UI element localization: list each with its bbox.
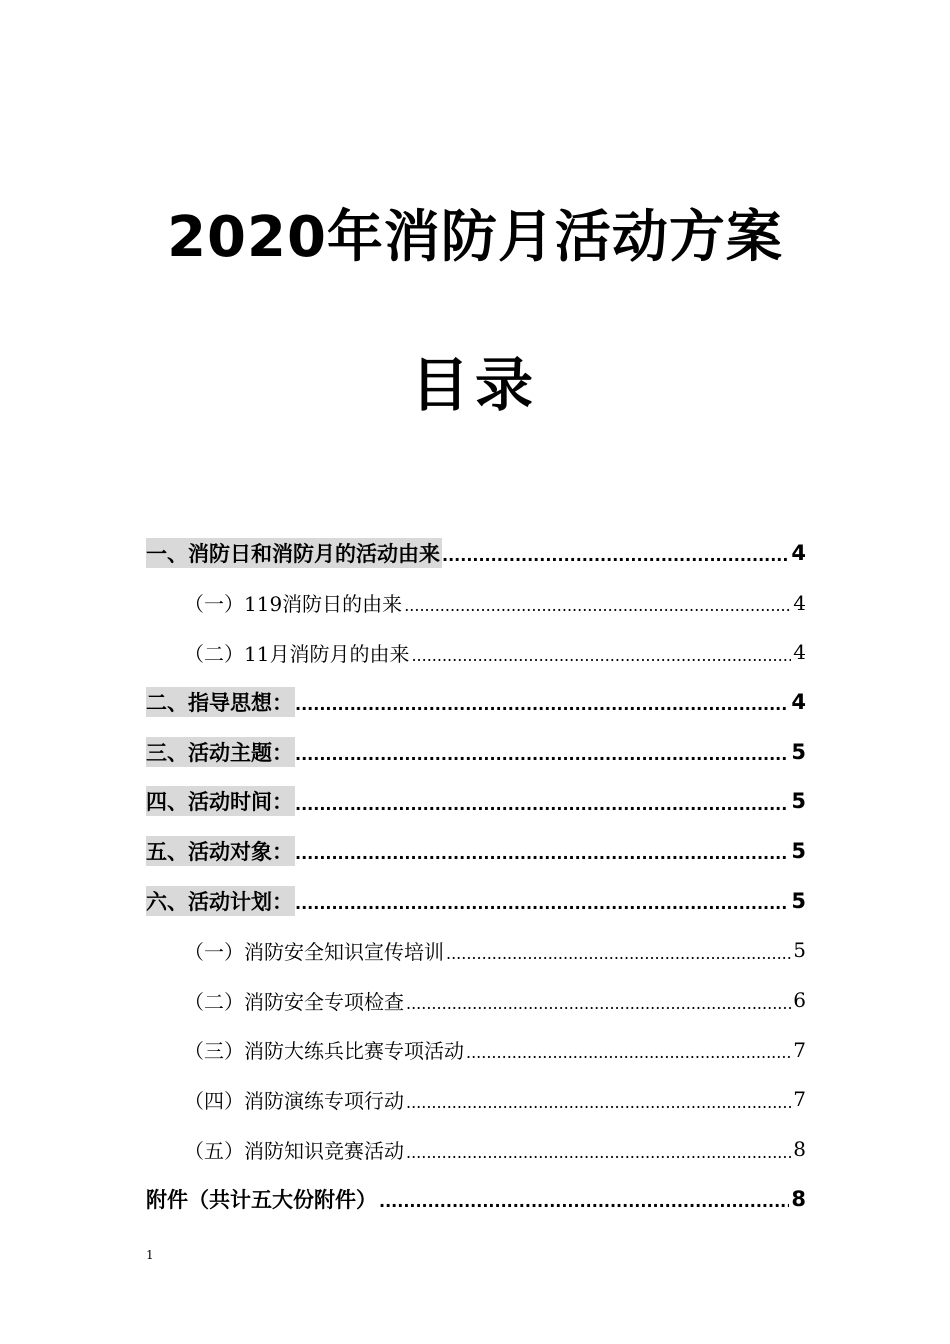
toc-entry-label: 一、消防日和消防月的活动由来	[146, 538, 442, 568]
toc-entry-label: 附件（共计五大份附件）	[146, 1187, 377, 1212]
document-title: 2020年消防月活动方案	[167, 205, 783, 270]
toc-entry-label: 三、活动主题：	[146, 737, 295, 767]
toc-entry[interactable]	[146, 826, 806, 876]
toc-entry[interactable]	[146, 1075, 806, 1125]
toc-entry-label: 五、活动对象：	[146, 836, 295, 866]
toc-entry-page: 8	[793, 1137, 806, 1162]
toc-entry[interactable]	[146, 1025, 806, 1075]
toc-entry-label: （二）消防安全专项检查	[184, 989, 404, 1014]
toc-entry-label: （二）11月消防月的由来	[184, 641, 410, 666]
toc-heading: 目录	[410, 351, 539, 419]
toc-entry[interactable]	[146, 528, 806, 578]
toc-entry-page: 4	[791, 540, 806, 565]
toc-leader-dots	[442, 546, 789, 565]
toc-leader-dots	[295, 745, 789, 764]
toc-entry-page: 5	[791, 888, 806, 913]
toc-entry-page: 5	[793, 938, 806, 963]
toc-entry[interactable]	[146, 677, 806, 727]
toc-leader-dots	[406, 1143, 791, 1162]
toc-leader-dots	[406, 1093, 791, 1112]
toc-entry[interactable]	[146, 578, 806, 628]
toc-entry[interactable]	[146, 975, 806, 1025]
toc-entry-label: （一）119消防日的由来	[184, 592, 403, 617]
toc-entry[interactable]	[146, 727, 806, 777]
toc-entry-label: （三）消防大练兵比赛专项活动	[184, 1039, 464, 1064]
toc-entry[interactable]	[146, 926, 806, 976]
toc-leader-dots	[379, 1192, 789, 1211]
toc-entry[interactable]	[146, 876, 806, 926]
table-of-contents	[146, 528, 806, 1224]
toc-entry-page: 4	[793, 590, 806, 615]
toc-entry-label: 四、活动时间：	[146, 786, 295, 816]
toc-entry-page: 5	[791, 838, 806, 863]
toc-entry-page: 7	[793, 1087, 806, 1112]
toc-entry-label: 六、活动计划：	[146, 886, 295, 916]
toc-entry-page: 4	[791, 689, 806, 714]
toc-entry-page: 8	[791, 1186, 806, 1211]
toc-entry[interactable]	[146, 1174, 806, 1224]
toc-leader-dots	[406, 994, 791, 1013]
toc-leader-dots	[295, 894, 789, 913]
toc-entry-label: （一）消防安全知识宣传培训	[184, 939, 444, 964]
toc-leader-dots	[404, 596, 791, 615]
toc-leader-dots	[446, 944, 791, 963]
toc-entry[interactable]	[146, 776, 806, 826]
toc-entry-page: 5	[791, 739, 806, 764]
toc-entry[interactable]	[146, 1124, 806, 1174]
toc-leader-dots	[295, 795, 789, 814]
toc-leader-dots	[295, 695, 789, 714]
toc-leader-dots	[295, 844, 789, 863]
toc-entry[interactable]	[146, 627, 806, 677]
toc-entry-page: 7	[793, 1037, 806, 1062]
toc-entry-page: 5	[791, 789, 806, 814]
toc-entry-label: （五）消防知识竞赛活动	[184, 1138, 404, 1163]
toc-entry-page: 6	[793, 988, 806, 1013]
toc-entry-page: 4	[793, 640, 806, 665]
toc-entry-label: （四）消防演练专项行动	[184, 1088, 404, 1113]
toc-leader-dots	[466, 1043, 791, 1062]
toc-leader-dots	[411, 646, 791, 665]
page-number: 1	[146, 1248, 154, 1262]
toc-entry-label: 二、指导思想：	[146, 687, 295, 717]
